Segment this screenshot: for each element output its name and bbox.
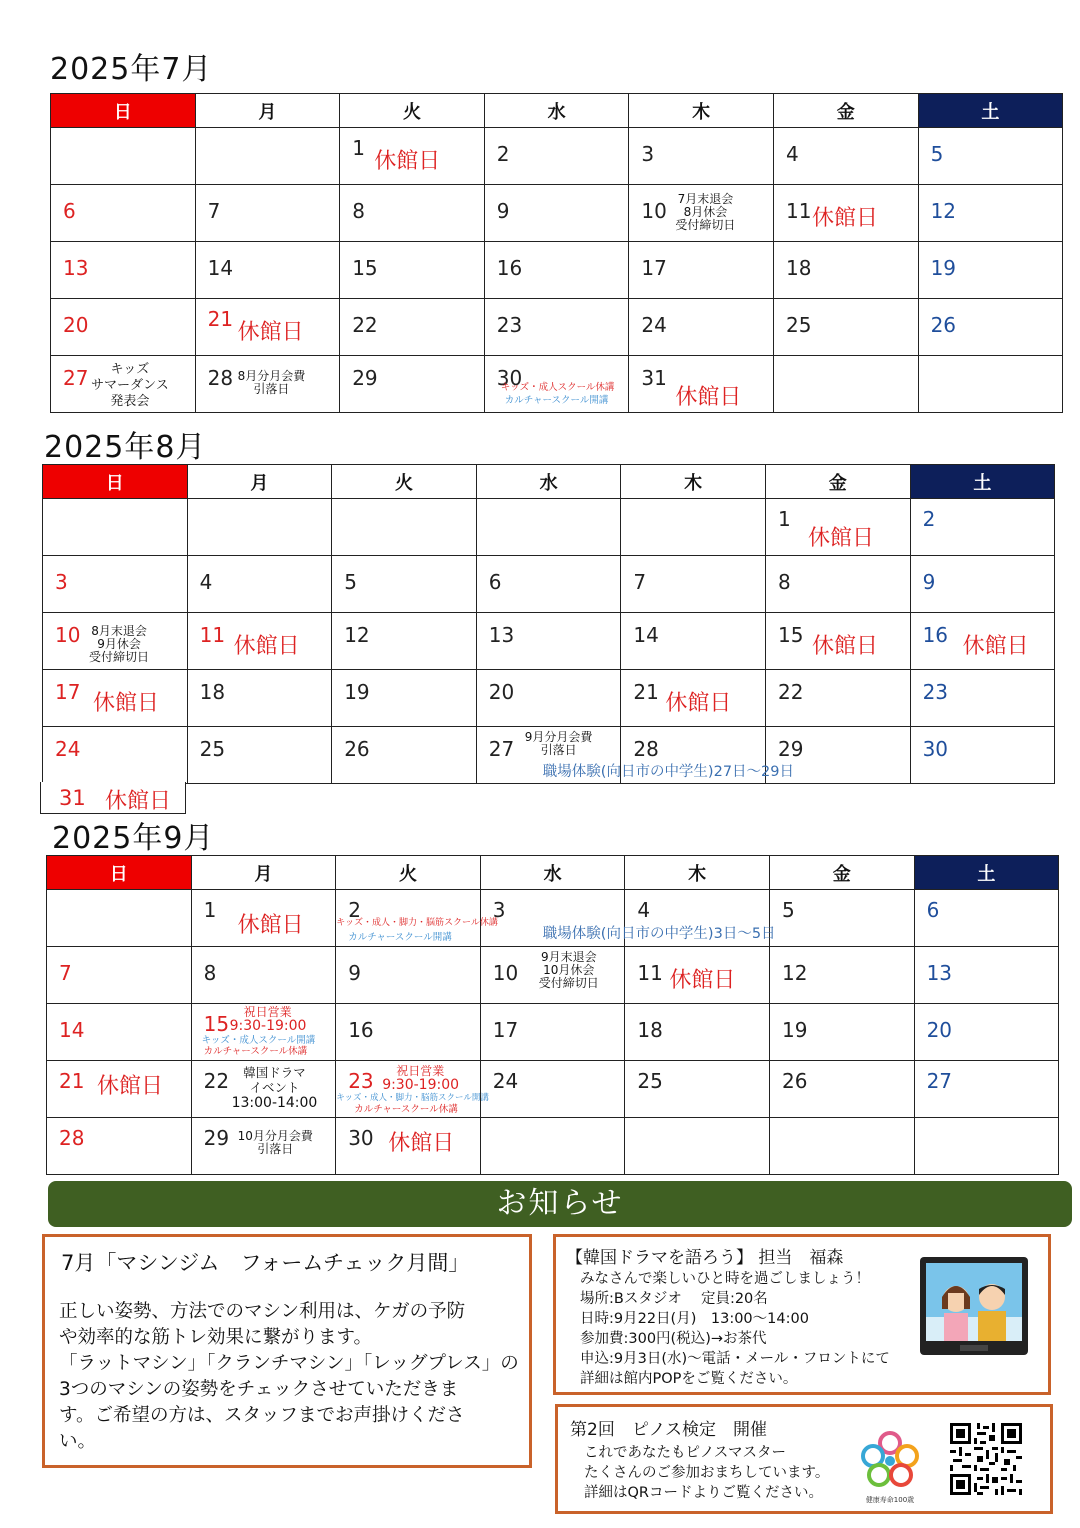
day-number: 5	[930, 142, 944, 166]
day-cell	[480, 1004, 625, 1061]
health-100-logo	[858, 1429, 922, 1505]
day-number: 27	[63, 366, 89, 390]
day-cell	[484, 242, 629, 299]
day-cell	[629, 128, 774, 185]
day-cell	[340, 242, 485, 299]
day-number: 23	[922, 680, 949, 704]
closed-label: 休館日	[374, 149, 441, 174]
weekday-tue: 火	[332, 465, 477, 499]
day-cell	[340, 128, 485, 185]
day-cell	[336, 947, 481, 1004]
day-cell-31	[40, 782, 186, 814]
day-cell	[773, 299, 918, 356]
day-cell	[476, 670, 621, 727]
day-cell	[914, 947, 1059, 1004]
day-cell	[914, 1004, 1059, 1061]
day-number: 4	[199, 570, 213, 594]
cell-note: 8月分月会費 引落日	[237, 369, 306, 396]
closed-label: 休館日	[675, 385, 742, 410]
day-cell	[480, 947, 625, 1004]
day-number: 1	[203, 898, 217, 922]
day-number: 9	[922, 570, 936, 594]
weekday-sat: 土	[918, 94, 1063, 128]
day-number: 18	[785, 256, 812, 280]
day-cell	[51, 299, 196, 356]
cell-note: 7月末退会 8月休会 受付締切日	[675, 192, 736, 232]
day-number: 29	[203, 1126, 230, 1150]
day-cell-empty	[187, 499, 332, 556]
day-number: 14	[207, 256, 234, 280]
pinos-exam-body: これであなたもピノスマスター たくさんのご参加おまちしています。 詳細はQRコードよりご覧ください。	[584, 1445, 830, 1501]
day-number: 23	[348, 1069, 374, 1093]
day-cell	[340, 185, 485, 242]
day-cell	[765, 727, 910, 784]
day-cell	[621, 556, 766, 613]
day-number: 27	[926, 1069, 953, 1093]
weekday-wed: 水	[484, 94, 629, 128]
day-number: 15	[352, 256, 378, 280]
pinos-exam-title: 第2回 ピノス検定 開催	[570, 1420, 767, 1440]
day-cell	[773, 242, 918, 299]
holiday-note: 祝日営業	[243, 1005, 292, 1019]
weekday-sun: 日	[47, 856, 192, 890]
holiday-note: 祝日営業	[396, 1064, 445, 1078]
day-number: 11	[785, 199, 812, 223]
weekday-thu: 木	[621, 465, 766, 499]
day-number: 20	[926, 1018, 953, 1042]
korean-drama-body: みなさんで楽しいひと時を過ごしましょう！ 場所:Bスタジオ 定員:20名 日時:9月22日(月) 13:00～14:00 参加費:300円(税込)→お茶代 申込:9月3日(水)～電話・メール・フロントにて 詳細は館内POPをご覧ください。	[580, 1271, 890, 1387]
day-cell	[918, 128, 1063, 185]
day-number: 19	[781, 1018, 808, 1042]
day-cell	[195, 185, 340, 242]
weekday-tue: 火	[336, 856, 481, 890]
day-cell	[191, 1004, 336, 1061]
day-number: 7	[633, 570, 647, 594]
day-cell-empty	[918, 356, 1063, 413]
day-number: 3	[55, 570, 68, 594]
weekday-thu: 木	[625, 856, 770, 890]
day-cell	[621, 727, 766, 784]
day-cell	[918, 185, 1063, 242]
day-cell-empty	[43, 499, 188, 556]
cell-note: 9月末退会 10月休会 受付締切日	[538, 950, 599, 990]
korean-drama-notice	[553, 1234, 1051, 1395]
day-cell	[910, 499, 1055, 556]
day-number: 19	[930, 256, 957, 280]
pinos-exam-notice	[555, 1404, 1053, 1514]
day-number: 12	[344, 623, 370, 647]
august-title: 2025年8月	[44, 430, 207, 465]
qr-code[interactable]	[950, 1423, 1022, 1495]
day-cell	[629, 242, 774, 299]
school-closed-note: カルチャースクール休講	[354, 1104, 458, 1115]
machine-check-notice	[42, 1234, 532, 1468]
day-cell	[340, 299, 485, 356]
day-cell	[476, 556, 621, 613]
day-number: 9	[348, 961, 361, 985]
day-cell	[621, 670, 766, 727]
day-number: 6	[63, 199, 76, 223]
day-cell-empty	[332, 499, 477, 556]
day-number: 17	[641, 256, 667, 280]
closed-label: 休館日	[665, 691, 732, 716]
korean-drama-title: 【韓国ドラマを語ろう】 担当 福森	[566, 1248, 844, 1268]
day-number: 11	[637, 961, 663, 985]
day-number: 28	[207, 366, 234, 390]
day-cell	[43, 727, 188, 784]
closed-label: 休館日	[807, 526, 874, 551]
day-number: 22	[777, 680, 804, 704]
day-number: 7	[59, 961, 72, 985]
school-closed-note: キッズ・成人スクール休講	[500, 382, 615, 393]
weekday-sat: 土	[914, 856, 1059, 890]
day-cell	[769, 1061, 914, 1118]
day-number: 16	[348, 1018, 374, 1042]
day-cell	[629, 356, 774, 413]
day-cell-empty	[476, 499, 621, 556]
closed-label: 休館日	[811, 206, 878, 231]
day-number: 8	[203, 961, 217, 985]
day-cell	[914, 890, 1059, 947]
weekday-fri: 金	[773, 94, 918, 128]
day-number: 30	[348, 1126, 374, 1150]
day-cell	[629, 299, 774, 356]
school-open-note: カルチャースクール開講	[504, 395, 609, 406]
day-cell	[765, 556, 910, 613]
july-calendar	[50, 93, 1063, 413]
weekday-wed: 水	[476, 465, 621, 499]
day-number: 10	[492, 961, 519, 985]
day-cell	[621, 613, 766, 670]
day-cell-empty	[914, 1118, 1059, 1175]
day-number: 4	[637, 898, 651, 922]
day-number: 27	[488, 737, 515, 761]
weekday-tue: 火	[340, 94, 485, 128]
day-number: 22	[203, 1069, 230, 1093]
day-number: 14	[59, 1018, 85, 1042]
day-cell-empty	[195, 128, 340, 185]
day-cell	[918, 299, 1063, 356]
day-cell-empty	[625, 1118, 770, 1175]
day-number: 21	[59, 1069, 85, 1093]
day-cell	[476, 613, 621, 670]
day-number: 23	[496, 313, 523, 337]
day-cell	[332, 613, 477, 670]
day-number: 10	[55, 623, 81, 647]
day-number: 13	[926, 961, 953, 985]
day-number: 12	[930, 199, 957, 223]
day-cell	[629, 185, 774, 242]
day-cell	[195, 242, 340, 299]
day-number: 26	[930, 313, 957, 337]
day-cell	[47, 1118, 192, 1175]
day-cell	[51, 356, 196, 413]
day-cell-empty	[47, 890, 192, 947]
day-cell	[625, 1061, 770, 1118]
day-number: 24	[55, 737, 81, 761]
weekday-sat: 土	[910, 465, 1055, 499]
day-number: 26	[781, 1069, 808, 1093]
day-cell	[191, 1118, 336, 1175]
day-cell	[484, 299, 629, 356]
hours-note: 9:30-19:00	[382, 1077, 460, 1093]
tv-drama-illustration	[920, 1257, 1028, 1355]
day-number: 8	[777, 570, 791, 594]
day-cell	[47, 1061, 192, 1118]
cell-note: 韓国ドラマ イベント 13:00-14:00	[231, 1065, 318, 1111]
day-number: 16	[496, 256, 523, 280]
school-open-note: カルチャースクール開講	[348, 932, 452, 943]
day-number: 18	[199, 680, 226, 704]
day-number: 29	[352, 366, 378, 390]
closed-label: 休館日	[233, 634, 300, 659]
day-number: 1	[352, 136, 365, 160]
day-number: 6	[926, 898, 940, 922]
day-cell	[43, 556, 188, 613]
day-cell	[484, 356, 629, 413]
day-number: 18	[637, 1018, 663, 1042]
day-number: 25	[785, 313, 812, 337]
day-cell	[187, 670, 332, 727]
machine-check-title: 7月「マシンジム フォームチェック月間」	[61, 1251, 470, 1275]
day-number: 2	[922, 507, 936, 531]
work-experience-note: 職場体験(向日市の中学生)27日～29日	[542, 764, 794, 780]
day-number: 5	[344, 570, 357, 594]
qr-code-icon	[950, 1423, 1022, 1495]
weekday-mon: 月	[191, 856, 336, 890]
day-cell	[187, 727, 332, 784]
cell-note: 10月分月会費 引落日	[237, 1129, 313, 1156]
august-calendar	[42, 464, 1055, 784]
weekday-fri: 金	[769, 856, 914, 890]
day-cell	[773, 185, 918, 242]
tv-icon	[920, 1257, 1028, 1355]
day-cell	[332, 556, 477, 613]
day-cell	[918, 242, 1063, 299]
closed-label: 休館日	[93, 691, 160, 716]
day-cell	[51, 185, 196, 242]
day-cell	[773, 128, 918, 185]
weekday-mon: 月	[195, 94, 340, 128]
hours-note: 9:30-19:00	[229, 1018, 307, 1034]
day-number: 29	[777, 737, 804, 761]
day-number: 14	[633, 623, 659, 647]
school-closed-note: キッズ・成人・脚力・脳筋スクール休講	[336, 918, 498, 928]
day-number: 28	[59, 1126, 85, 1150]
day-cell	[336, 1004, 481, 1061]
day-number: 31	[59, 786, 86, 810]
day-cell	[910, 556, 1055, 613]
day-number: 1	[777, 507, 791, 531]
day-number: 16	[922, 623, 949, 647]
day-number: 15	[777, 623, 804, 647]
day-number: 25	[199, 737, 226, 761]
closed-label: 休館日	[237, 320, 304, 345]
day-cell	[191, 947, 336, 1004]
machine-check-body: 正しい姿勢、方法でのマシン利用は、ケガの予防 や効率的な筋トレ効果に繋がります。 「ラットマシン」「クランチマシン」「レッグプレス」の 3つのマシンの姿勢をチェックさせていただきま す。ご希望の方は、スタッフまでお声掛けくださ い。	[59, 1301, 519, 1452]
cell-note: 8月末退会 9月休会 受付締切日	[89, 624, 150, 664]
day-number: 9	[496, 199, 510, 223]
day-cell	[340, 356, 485, 413]
day-cell	[191, 890, 336, 947]
weekday-sun: 日	[51, 94, 196, 128]
day-number: 31	[641, 366, 667, 390]
day-number: 24	[641, 313, 667, 337]
day-number: 22	[352, 313, 378, 337]
closed-label: 休館日	[388, 1131, 455, 1156]
day-number: 26	[344, 737, 370, 761]
day-number: 7	[207, 199, 221, 223]
day-cell	[484, 128, 629, 185]
notice-banner: お知らせ	[48, 1181, 1072, 1227]
day-number: 2	[348, 898, 361, 922]
day-cell	[47, 947, 192, 1004]
july-title: 2025年7月	[50, 52, 213, 87]
day-number: 17	[55, 680, 81, 704]
weekday-wed: 水	[480, 856, 625, 890]
day-number: 4	[785, 142, 799, 166]
day-cell	[769, 1004, 914, 1061]
day-number: 10	[641, 199, 667, 223]
day-cell	[765, 613, 910, 670]
weekday-sun: 日	[43, 465, 188, 499]
day-cell	[480, 1061, 625, 1118]
day-number: 15	[203, 1012, 230, 1036]
school-closed-note: カルチャースクール休講	[203, 1046, 308, 1057]
day-cell-empty	[51, 128, 196, 185]
september-title: 2025年9月	[52, 821, 215, 856]
day-cell	[336, 1118, 481, 1175]
work-experience-note: 職場体験(向日市の中学生)3日～5日	[542, 926, 776, 942]
day-number: 12	[781, 961, 808, 985]
day-number: 28	[633, 737, 659, 761]
day-cell	[336, 1061, 489, 1118]
school-open-note: キッズ・成人・脚力・脳筋スクール開講	[336, 1093, 489, 1103]
day-cell	[625, 890, 770, 947]
cell-note: 9月分月会費 引落日	[524, 730, 593, 757]
day-cell	[336, 890, 498, 947]
school-open-note: キッズ・成人スクール開講	[201, 1035, 316, 1046]
day-number: 2	[496, 142, 510, 166]
day-cell	[625, 947, 770, 1004]
day-number: 24	[492, 1069, 519, 1093]
cell-note: キッズ サマーダンス 発表会	[91, 362, 169, 409]
day-cell	[910, 670, 1055, 727]
day-cell	[51, 242, 196, 299]
day-cell	[187, 613, 332, 670]
day-cell	[191, 1061, 336, 1118]
day-cell	[910, 613, 1055, 670]
day-cell	[914, 1061, 1059, 1118]
day-number: 30	[922, 737, 949, 761]
flower-logo-icon	[858, 1429, 922, 1491]
day-number: 6	[488, 570, 502, 594]
day-number: 20	[63, 313, 89, 337]
closed-label: 休館日	[962, 634, 1029, 659]
day-cell	[332, 727, 477, 784]
day-cell	[43, 613, 188, 670]
day-number: 25	[637, 1069, 663, 1093]
day-cell	[484, 185, 629, 242]
day-cell	[769, 947, 914, 1004]
day-cell-empty	[480, 1118, 625, 1175]
day-cell	[187, 556, 332, 613]
day-number: 20	[488, 680, 515, 704]
day-number: 13	[63, 256, 89, 280]
weekday-mon: 月	[187, 465, 332, 499]
day-number: 21	[207, 307, 234, 331]
day-number: 11	[199, 623, 226, 647]
day-number: 21	[633, 680, 659, 704]
day-cell	[195, 299, 340, 356]
day-cell-empty	[621, 499, 766, 556]
day-cell	[47, 1004, 192, 1061]
logo-caption: 健康寿命100歳	[865, 1496, 915, 1504]
day-number: 30	[496, 366, 523, 390]
day-cell-empty	[773, 356, 918, 413]
day-number: 5	[781, 898, 795, 922]
day-cell	[43, 670, 188, 727]
day-cell	[765, 499, 910, 556]
closed-label: 休館日	[237, 913, 304, 938]
day-cell	[625, 1004, 770, 1061]
closed-label: 休館日	[811, 634, 878, 659]
weekday-thu: 木	[629, 94, 774, 128]
day-cell	[480, 890, 776, 947]
september-calendar	[46, 855, 1059, 1175]
closed-label: 休館日	[105, 789, 172, 814]
closed-label: 休館日	[97, 1074, 164, 1099]
day-cell-empty	[769, 1118, 914, 1175]
day-number: 13	[488, 623, 515, 647]
day-cell	[910, 727, 1055, 784]
day-cell	[332, 670, 477, 727]
day-number: 3	[492, 898, 506, 922]
closed-label: 休館日	[669, 968, 736, 993]
weekday-fri: 金	[765, 465, 910, 499]
day-cell	[195, 356, 340, 413]
day-number: 17	[492, 1018, 519, 1042]
day-cell	[765, 670, 910, 727]
day-cell	[769, 890, 914, 947]
day-number: 3	[641, 142, 655, 166]
day-number: 8	[352, 199, 365, 223]
day-number: 19	[344, 680, 370, 704]
